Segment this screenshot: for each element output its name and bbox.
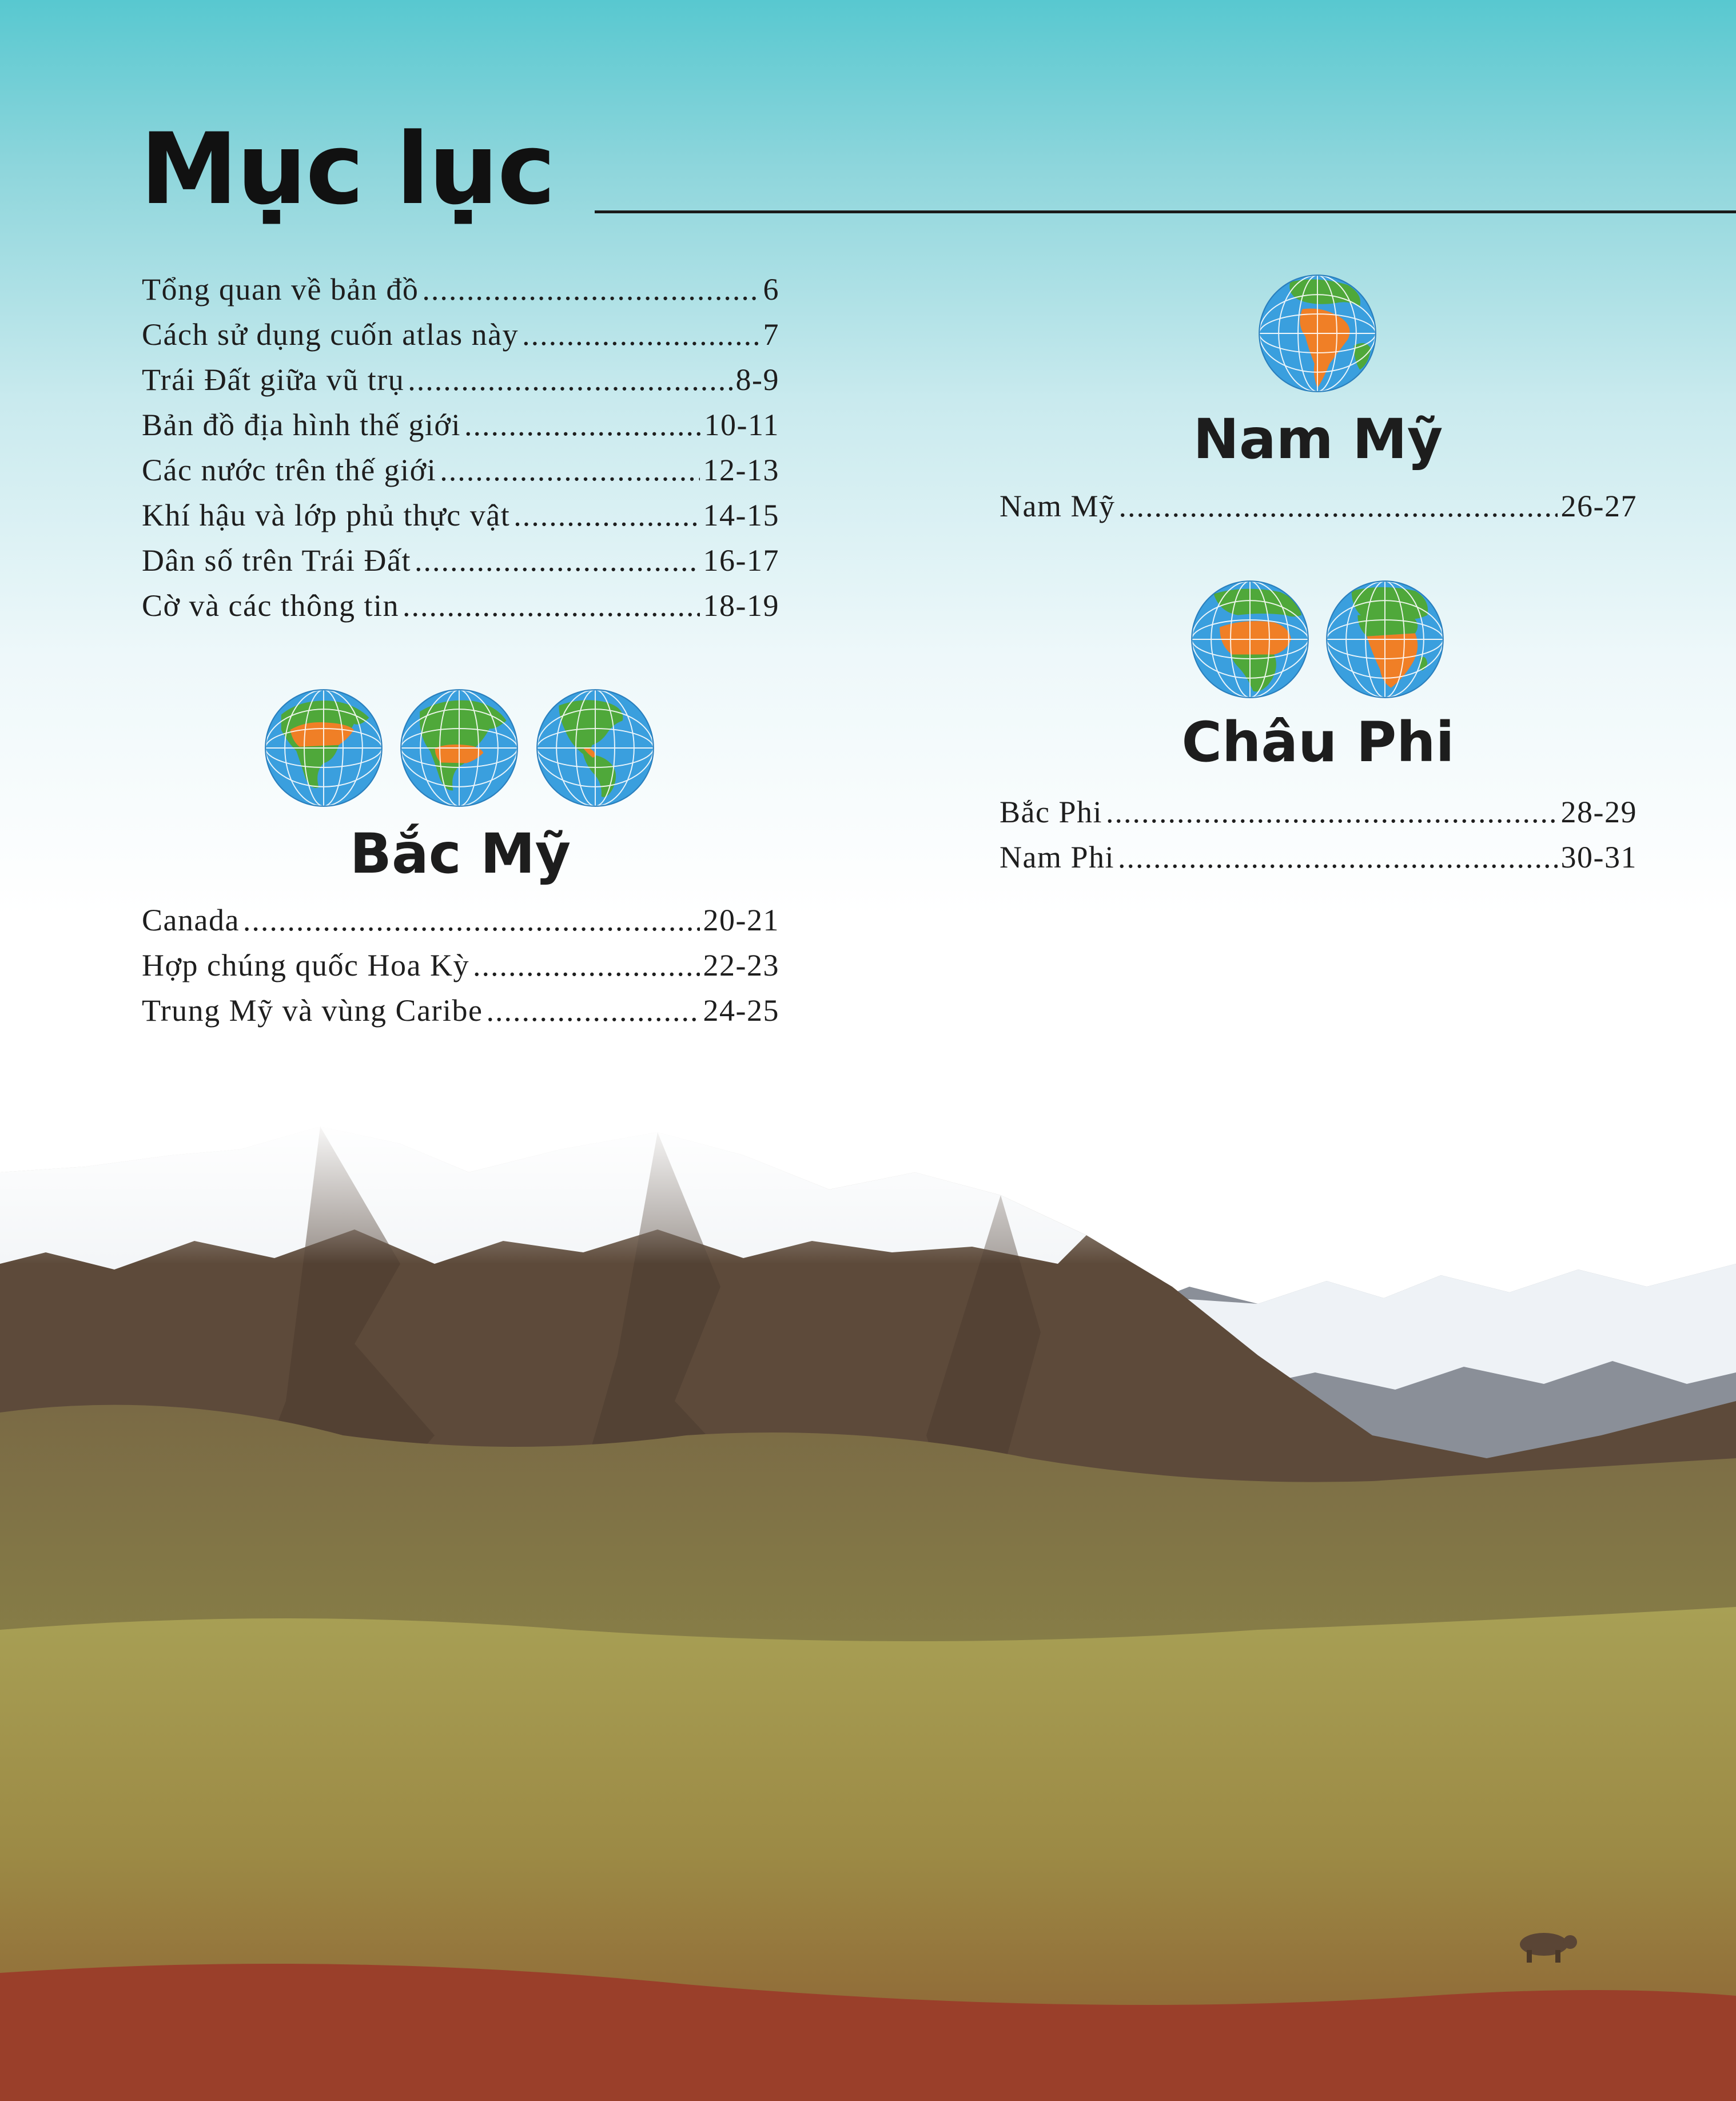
dot-leader [1106,790,1558,835]
toc-entry[interactable] [142,267,779,312]
dot-leader [473,943,700,988]
section-heading-north-america: Bắc Mỹ [349,822,571,886]
toc-entry-pages: 7 [763,317,779,352]
dot-leader [422,267,759,312]
toc-entry[interactable] [142,357,779,403]
dot-leader [487,988,700,1033]
mountain-landscape-photo [0,1115,1736,2101]
toc-entry-pages: 18-19 [703,588,779,623]
toc-entry[interactable] [1000,790,1637,835]
dot-leader [1118,484,1557,529]
south-america-globe-icon [1257,273,1378,394]
toc-entry-title: Bản đồ địa hình thế giới [142,408,461,442]
toc-entry-pages: 10-11 [704,408,779,442]
dot-leader [408,357,732,403]
central-america-globe-icon [535,687,656,809]
dot-leader [513,493,699,538]
toc-entry-title: Cờ và các thông tin [142,588,399,623]
toc-intro [142,267,779,628]
section-heading-africa: Châu Phi [1181,710,1455,774]
dot-leader [415,538,700,583]
toc-entry[interactable] [142,448,779,493]
toc-entry-title: Hợp chúng quốc Hoa Kỳ [142,948,469,982]
toc-entry-title: Khí hậu và lớp phủ thực vật [142,498,511,532]
toc-north-america [142,898,779,1033]
title-rule [595,210,1736,213]
toc-entry[interactable] [142,988,779,1033]
toc-entry[interactable] [142,403,779,448]
toc-entry-pages: 20-21 [703,903,779,937]
toc-entry[interactable] [142,898,779,943]
toc-south-america [1000,484,1637,529]
toc-entry-pages: 12-13 [703,453,779,487]
toc-entry-pages: 24-25 [703,993,779,1028]
section-heading-south-america: Nam Mỹ [1193,407,1443,471]
toc-entry-pages: 28-29 [1560,795,1637,829]
toc-entry-pages: 14-15 [703,498,779,532]
dot-leader [1118,835,1558,880]
north-america-canada-globe-icon [263,687,384,809]
southern-africa-globe-icon [1324,579,1446,700]
toc-entry[interactable] [142,583,779,628]
toc-entry-title: Dân số trên Trái Đất [142,543,411,578]
page-title: Mục lục [140,112,555,226]
toc-entry[interactable] [142,538,779,583]
toc-entry-title: Canada [142,903,240,937]
toc-entry[interactable] [142,493,779,538]
toc-entry[interactable] [1000,835,1637,880]
dot-leader [243,898,700,943]
toc-entry-title: Cách sử dụng cuốn atlas này [142,317,519,352]
toc-entry-pages: 16-17 [703,543,779,578]
toc-entry-title: Tổng quan về bản đồ [142,272,419,307]
toc-entry-pages: 26-27 [1560,489,1637,523]
toc-entry-title: Nam Mỹ [1000,489,1116,523]
toc-entry-title: Trái Đất giữa vũ trụ [142,363,405,397]
toc-entry-pages: 30-31 [1560,840,1637,874]
toc-entry[interactable] [1000,484,1637,529]
toc-entry-title: Bắc Phi [1000,795,1102,829]
toc-entry-title: Nam Phi [1000,840,1115,874]
toc-entry-pages: 8-9 [735,363,779,397]
toc-entry[interactable] [142,312,779,357]
toc-entry-title: Các nước trên thế giới [142,453,437,487]
dot-leader [403,583,700,628]
dot-leader [440,448,699,493]
toc-entry[interactable] [142,943,779,988]
toc-entry-title: Trung Mỹ và vùng Caribe [142,993,483,1028]
toc-africa [1000,790,1637,880]
toc-entry-pages: 22-23 [703,948,779,982]
toc-entry-pages: 6 [763,272,779,307]
north-america-usa-globe-icon [399,687,520,809]
dot-leader [522,312,759,357]
north-africa-globe-icon [1189,579,1311,700]
dot-leader [464,403,701,448]
